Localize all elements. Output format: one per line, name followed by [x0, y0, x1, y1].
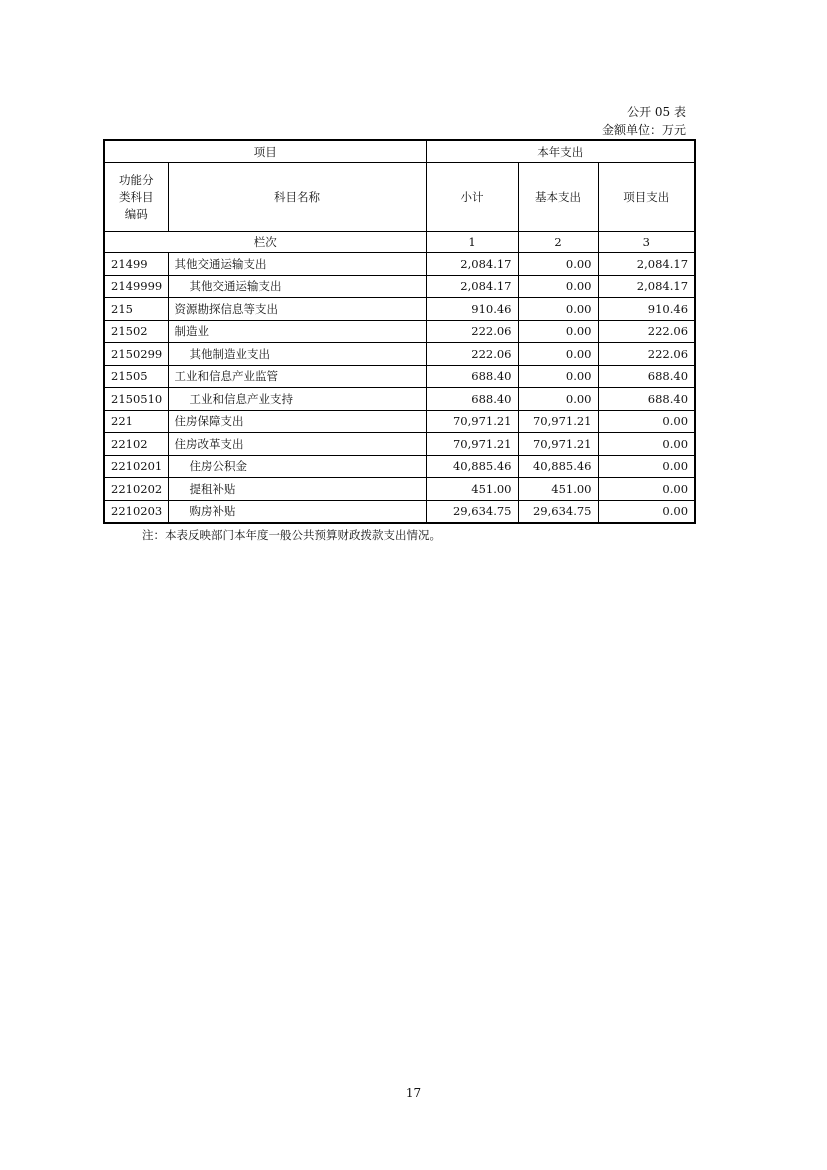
table-row	[104, 388, 695, 411]
table-row	[104, 298, 695, 321]
table-row	[104, 320, 695, 343]
row-code: 2210202	[104, 478, 168, 501]
row-project: 222.06	[598, 320, 695, 343]
row-basic: 0.00	[518, 253, 598, 276]
row-project: 0.00	[598, 455, 695, 478]
row-name: 其他制造业支出	[168, 343, 426, 366]
header-code-line: 编码	[124, 206, 148, 221]
row-code: 2150299	[104, 343, 168, 366]
table-row	[104, 500, 695, 523]
table-row	[104, 433, 695, 456]
row-code: 22102	[104, 433, 168, 456]
table-row	[104, 410, 695, 433]
header-project: 项目支出	[598, 163, 695, 232]
row-basic: 0.00	[518, 343, 598, 366]
row-project: 0.00	[598, 410, 695, 433]
row-subtotal: 451.00	[426, 478, 518, 501]
header-subtotal: 小计	[426, 163, 518, 232]
row-basic: 451.00	[518, 478, 598, 501]
row-name: 提租补贴	[168, 478, 426, 501]
header-code	[104, 163, 168, 232]
table-row	[104, 478, 695, 501]
row-code: 221	[104, 410, 168, 433]
row-subtotal: 222.06	[426, 320, 518, 343]
row-subtotal: 70,971.21	[426, 410, 518, 433]
col-number: 1	[426, 232, 518, 253]
header-row-columns	[104, 163, 695, 232]
header-code-line: 类科目	[119, 189, 154, 204]
expenditure-table	[103, 139, 696, 524]
row-project: 0.00	[598, 433, 695, 456]
row-subtotal: 688.40	[426, 365, 518, 388]
row-project: 2,084.17	[598, 275, 695, 298]
row-subtotal: 910.46	[426, 298, 518, 321]
row-basic: 40,885.46	[518, 455, 598, 478]
row-code: 2149999	[104, 275, 168, 298]
row-name: 其他交通运输支出	[168, 253, 426, 276]
row-basic: 0.00	[518, 388, 598, 411]
row-project: 688.40	[598, 388, 695, 411]
col-number: 3	[598, 232, 695, 253]
row-subtotal: 2,084.17	[426, 253, 518, 276]
row-name: 住房改革支出	[168, 433, 426, 456]
row-code: 21502	[104, 320, 168, 343]
table-row	[104, 365, 695, 388]
row-code: 2210201	[104, 455, 168, 478]
header-expense-group: 本年支出	[426, 140, 695, 163]
row-name: 制造业	[168, 320, 426, 343]
row-basic: 0.00	[518, 365, 598, 388]
row-name: 住房公积金	[168, 455, 426, 478]
row-project: 0.00	[598, 478, 695, 501]
header-project-group: 项目	[104, 140, 426, 163]
row-code: 21505	[104, 365, 168, 388]
table-row	[104, 253, 695, 276]
table-note: 注：本表反映部门本年度一般公共预算财政拨款支出情况。	[142, 528, 441, 542]
row-code: 2150510	[104, 388, 168, 411]
row-subtotal: 688.40	[426, 388, 518, 411]
row-index-label: 栏次	[104, 232, 426, 253]
row-name: 其他交通运输支出	[168, 275, 426, 298]
col-number: 2	[518, 232, 598, 253]
row-project: 222.06	[598, 343, 695, 366]
table-row	[104, 275, 695, 298]
row-project: 0.00	[598, 500, 695, 523]
row-basic: 0.00	[518, 320, 598, 343]
row-name: 资源勘探信息等支出	[168, 298, 426, 321]
row-basic: 70,971.21	[518, 433, 598, 456]
form-code-label: 公开 05 表	[627, 105, 686, 119]
header-basic: 基本支出	[518, 163, 598, 232]
row-subtotal: 70,971.21	[426, 433, 518, 456]
header-name: 科目名称	[168, 163, 426, 232]
row-subtotal: 222.06	[426, 343, 518, 366]
row-name: 工业和信息产业支持	[168, 388, 426, 411]
row-code: 2210203	[104, 500, 168, 523]
row-code: 21499	[104, 253, 168, 276]
row-name: 住房保障支出	[168, 410, 426, 433]
row-basic: 0.00	[518, 275, 598, 298]
page-number: 17	[405, 1086, 422, 1100]
row-subtotal: 29,634.75	[426, 500, 518, 523]
unit-label: 金额单位：万元	[601, 123, 686, 137]
row-project: 688.40	[598, 365, 695, 388]
table-row	[104, 455, 695, 478]
row-basic: 0.00	[518, 298, 598, 321]
row-basic: 29,634.75	[518, 500, 598, 523]
row-basic: 70,971.21	[518, 410, 598, 433]
row-project: 910.46	[598, 298, 695, 321]
row-name: 工业和信息产业监管	[168, 365, 426, 388]
row-code: 215	[104, 298, 168, 321]
header-row-group	[104, 140, 695, 163]
row-subtotal: 40,885.46	[426, 455, 518, 478]
row-project: 2,084.17	[598, 253, 695, 276]
row-name: 购房补贴	[168, 500, 426, 523]
row-subtotal: 2,084.17	[426, 275, 518, 298]
header-row-index	[104, 232, 695, 253]
header-code-line: 功能分	[119, 172, 154, 187]
table-row	[104, 343, 695, 366]
